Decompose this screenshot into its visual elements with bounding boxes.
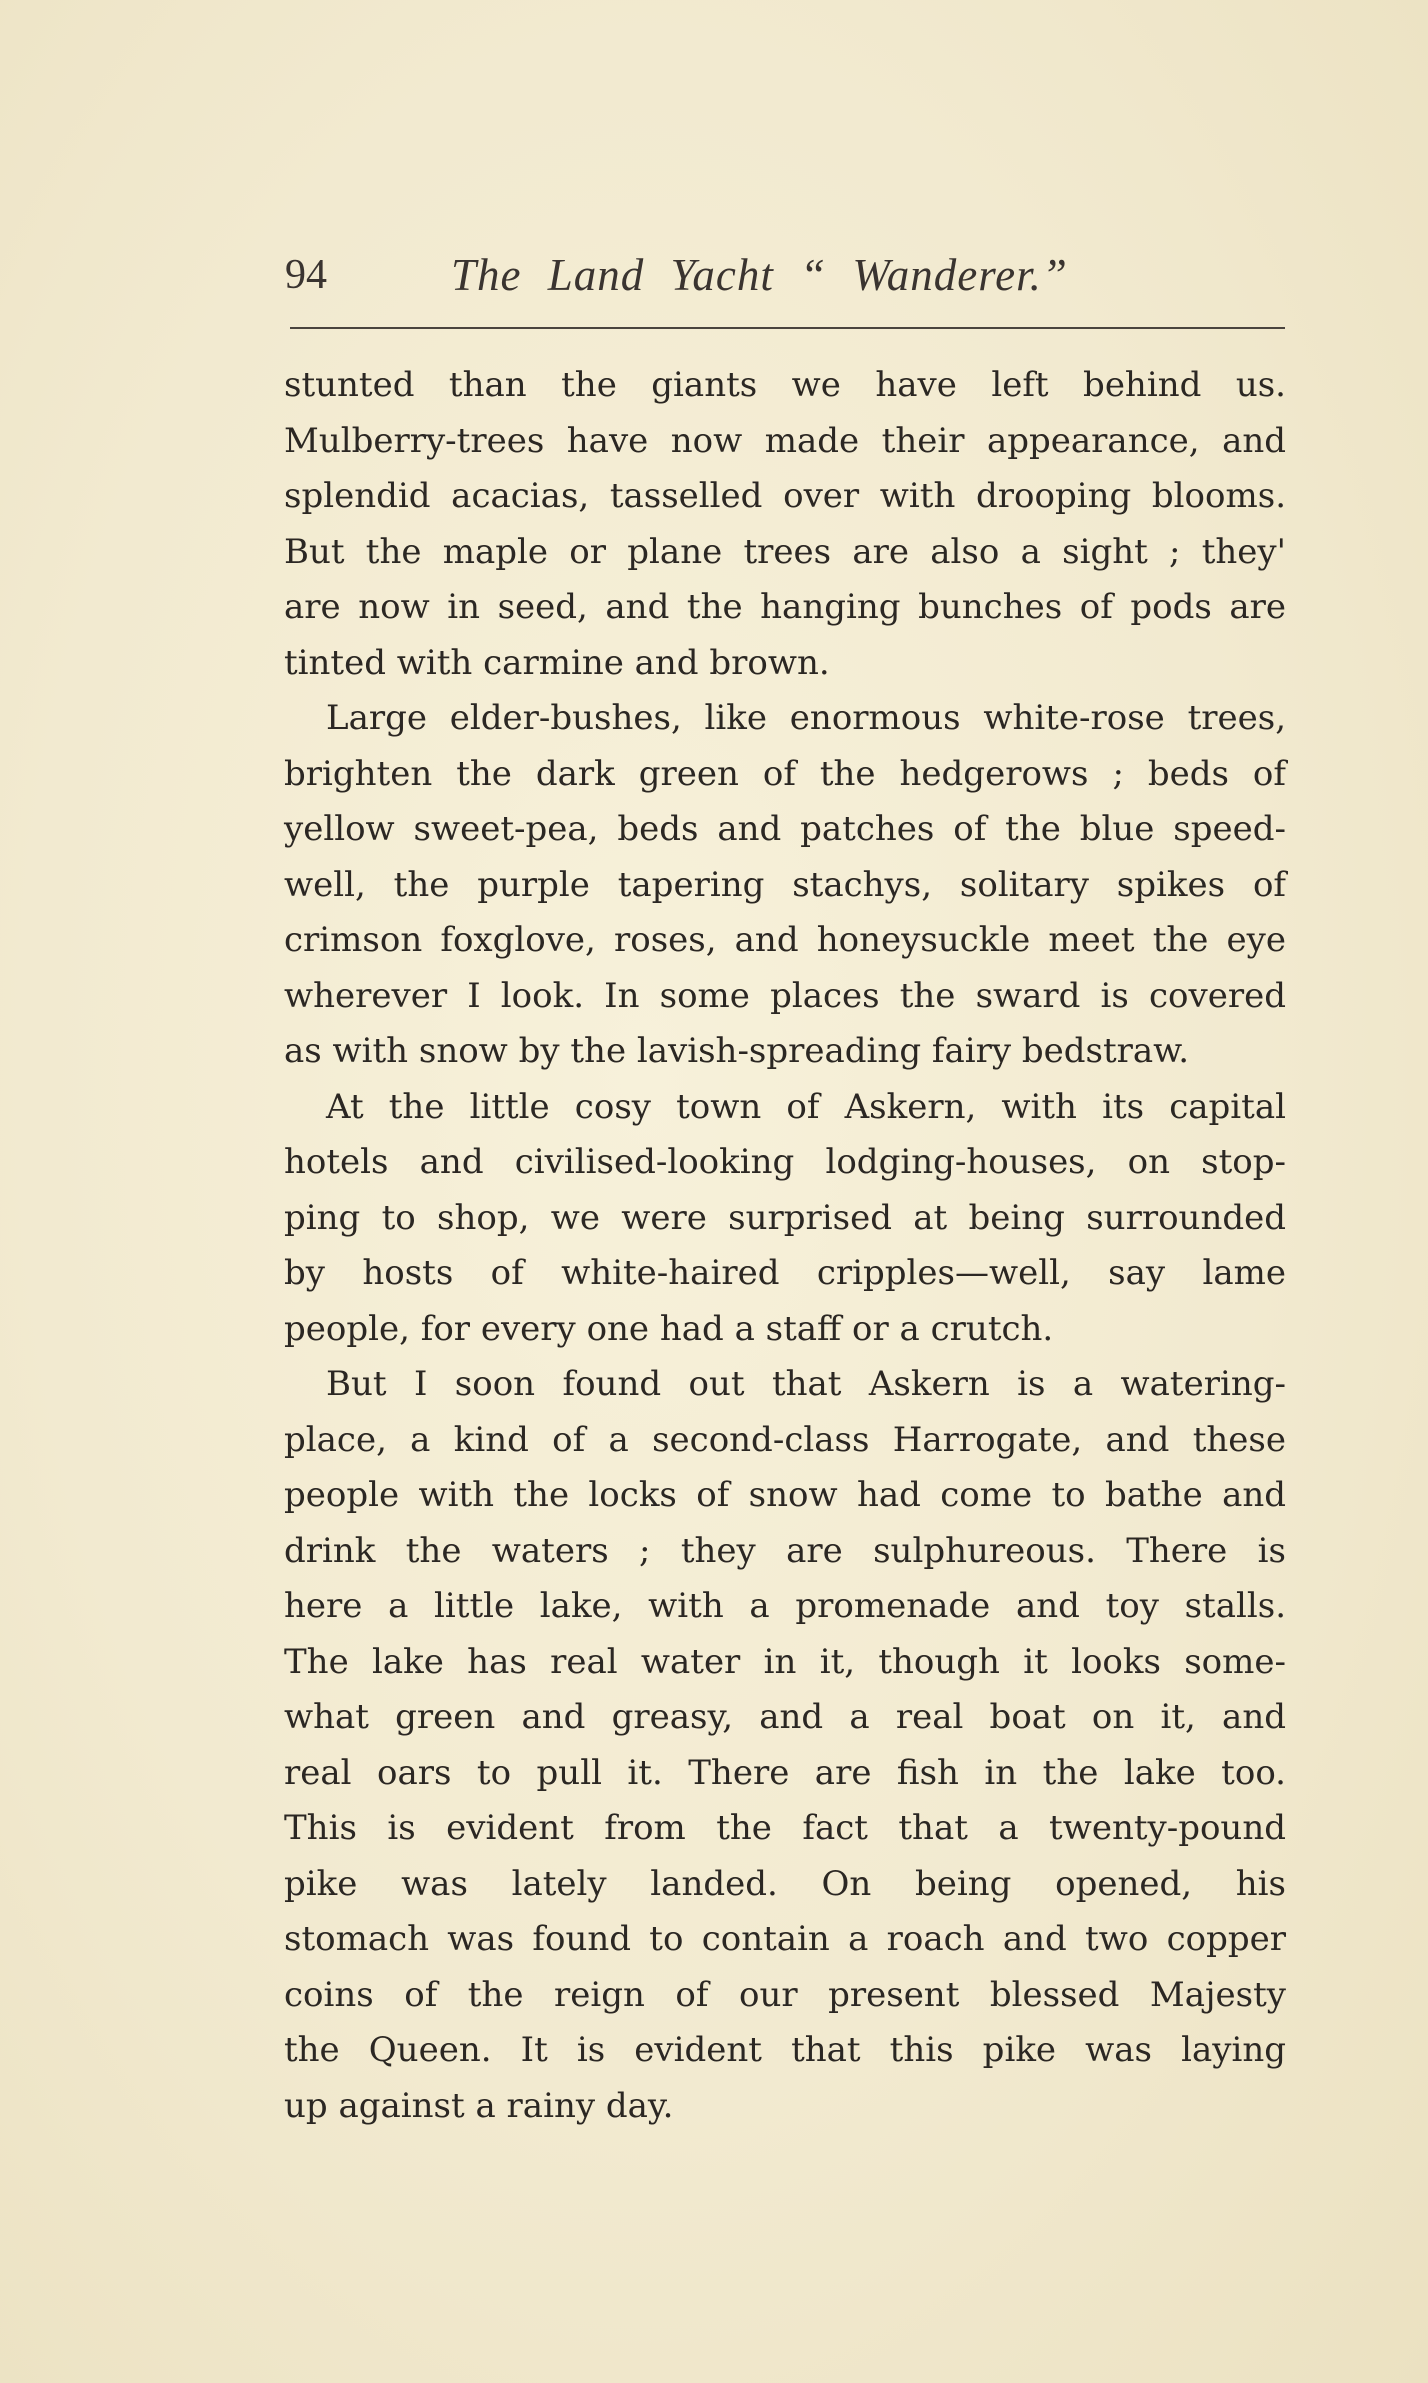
text-line: stunted than the giants we have left behind us. (284, 365, 1286, 405)
text-line: place, a kind of a second-class Harrogate, and these (284, 1419, 1286, 1460)
page-header (285, 240, 1285, 310)
text-line: Large elder-bushes, like enormous white-rose trees, (326, 698, 1286, 738)
text-line: This is evident from the fact that a twenty-pound (284, 1808, 1286, 1848)
text-line: coins of the reign of our present blessed Majesty (284, 1974, 1286, 2015)
text-line: stomach was found to contain a roach and two copper (284, 1919, 1286, 1959)
page-number: 94 (285, 252, 327, 298)
text-line: real oars to pull it. There are fish in the lake too. (284, 1752, 1286, 1793)
running-title: The Land Yacht “ Wanderer.” (451, 250, 1068, 300)
text-line: hotels and civilised-looking lodging-houses, on stop- (284, 1142, 1286, 1182)
text-line: people with the locks of snow had come to bathe and (284, 1475, 1286, 1515)
header-rule (290, 327, 1285, 329)
text-line: by hosts of white-haired cripples—well, say lame (284, 1253, 1286, 1293)
text-line: pike was lately landed. On being opened, his (284, 1863, 1286, 1904)
text-line: brighten the dark green of the hedgerows ; beds of (284, 753, 1286, 794)
text-line: crimson foxglove, roses, and honeysuckle meet the eye (284, 920, 1286, 960)
text-line: At the little cosy town of Askern, with its capital (326, 1086, 1286, 1127)
text-line: yellow sweet-pea, beds and patches of the blue speed- (284, 809, 1286, 849)
text-line: wherever I look. In some places the sward is covered (284, 975, 1286, 1016)
text-line: well, the purple tapering stachys, solitary spikes of (284, 864, 1286, 905)
text-line: But the maple or plane trees are also a sight ; they' (284, 531, 1286, 572)
text-line: are now in seed, and the hanging bunches of pods are (284, 587, 1286, 627)
text-line: splendid acacias, tasselled over with drooping blooms. (284, 476, 1286, 516)
text-line: people, for every one had a staff or a crutch. (284, 1308, 1054, 1349)
text-line: drink the waters ; they are sulphureous. There is (284, 1530, 1286, 1571)
text-line: tinted with carmine and brown. (284, 642, 830, 683)
text-line: ping to shop, we were surprised at being surrounded (284, 1197, 1286, 1238)
body-text (284, 358, 1286, 2134)
text-line: here a little lake, with a promenade and toy stalls. (284, 1586, 1286, 1626)
text-line: But I soon found out that Askern is a watering- (326, 1364, 1286, 1404)
text-line: Mulberry-trees have now made their appearance, and (284, 420, 1286, 461)
text-line: up against a rainy day. (284, 2085, 674, 2126)
text-line: what green and greasy, and a real boat on it, and (284, 1697, 1286, 1737)
text-line: the Queen. It is evident that this pike was laying (284, 2030, 1286, 2070)
text-line: The lake has real water in it, though it looks some- (284, 1641, 1286, 1682)
text-line: as with snow by the lavish-spreading fairy bedstraw. (284, 1031, 1190, 1071)
